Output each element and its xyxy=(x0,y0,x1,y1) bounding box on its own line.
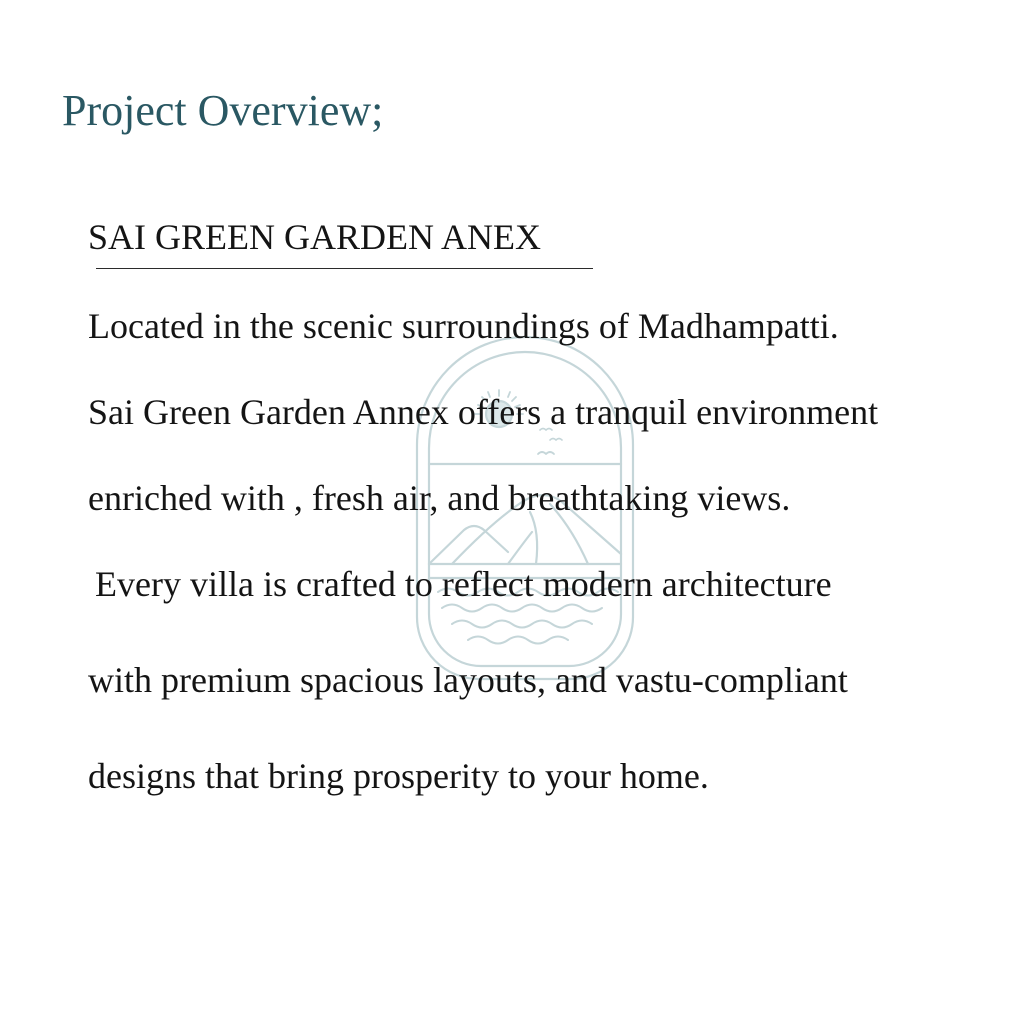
page-heading: Project Overview; xyxy=(62,86,384,135)
description-line-6: designs that bring prosperity to your home. xyxy=(88,756,709,796)
description-line-4: Every villa is crafted to reflect modern architecture xyxy=(95,564,832,604)
description-line-3: enriched with , fresh air, and breathtaking views. xyxy=(88,478,791,518)
description-line-2: Sai Green Garden Annex offers a tranquil environment xyxy=(88,392,879,432)
description-line-1: Located in the scenic surroundings of Madhampatti. xyxy=(88,306,839,346)
project-name-title: SAI GREEN GARDEN ANEX xyxy=(88,217,541,257)
description-line-5: with premium spacious layouts, and vastu-compliant xyxy=(88,660,848,700)
title-underline-divider xyxy=(96,268,593,269)
